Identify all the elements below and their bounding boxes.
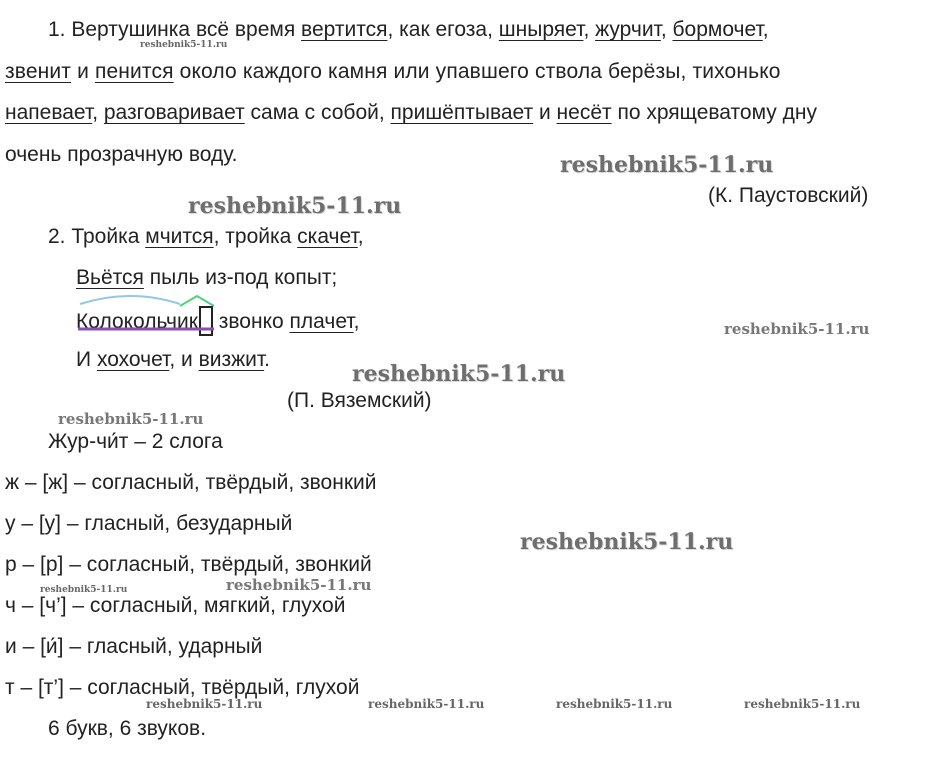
predicate-word: разговаривает <box>103 101 245 124</box>
predicate-word: журчит <box>595 18 661 41</box>
analysis-row: т – [т’] – согласный, твёрдый, глухой <box>5 676 360 699</box>
analysis-row: ж – [ж] – согласный, твёрдый, звонкий <box>5 471 377 494</box>
predicate-word: пришёптывает <box>390 101 534 124</box>
predicate-word: напевает <box>5 101 93 124</box>
predicate-word: вертится <box>301 18 388 41</box>
text-fragment: пыль из-под копыт; <box>143 266 338 289</box>
text-fragment: и <box>71 60 95 83</box>
text1-line-4: очень прозрачную воду. <box>5 143 238 166</box>
text2-author: (П. Вяземский) <box>287 389 432 412</box>
predicate-word: скачет <box>297 225 358 248</box>
text2-line-3 <box>76 306 359 336</box>
text-fragment: , <box>660 18 673 41</box>
text-fragment: , <box>353 310 360 333</box>
predicate-word: хохочет <box>96 348 170 371</box>
text-fragment: , тройка <box>213 225 298 248</box>
predicate-word: звенит <box>5 60 72 83</box>
analysis-row: ч – [ч’] – согласный, мягкий, глухой <box>5 594 346 617</box>
watermark: reshebnik5-11.ru <box>560 152 774 178</box>
analysis-row: и – [и́] – гласный, ударный <box>5 635 263 658</box>
predicate-word: пенится <box>94 60 174 83</box>
text2-line-1 <box>48 224 364 250</box>
watermark: reshebnik5-11.ru <box>352 361 566 387</box>
text1-line-3 <box>5 100 817 126</box>
text2-line-4 <box>76 347 270 373</box>
watermark: reshebnik5-11.ru <box>556 697 673 711</box>
text2-number: 2. Тройка <box>48 225 146 248</box>
text1-line-2 <box>5 59 781 85</box>
watermark: reshebnik5-11.ru <box>724 320 870 338</box>
text-fragment: и <box>533 101 557 124</box>
watermark: reshebnik5-11.ru <box>226 576 372 594</box>
suffix-mark <box>180 296 214 306</box>
analysis-heading: Жур-чи́т – 2 слога <box>48 430 223 453</box>
text-fragment: около каждого камня или упавшего ствола берёзы, тихонько <box>173 60 781 83</box>
text-fragment: , и <box>169 348 199 371</box>
predicate-word: мчится <box>145 225 214 248</box>
watermark: reshebnik5-11.ru <box>368 697 485 711</box>
watermark: reshebnik5-11.ru <box>146 697 263 711</box>
text2-line-2 <box>76 265 337 291</box>
text-fragment: , <box>357 225 364 248</box>
predicate-word: Вьётся <box>76 266 144 289</box>
predicate-word: плачет <box>289 310 354 333</box>
text-fragment: . <box>264 348 271 371</box>
watermark: reshebnik5-11.ru <box>188 193 402 219</box>
analysis-row: у – [у] – гласный, безударный <box>5 512 293 535</box>
text-fragment: звонко <box>212 310 290 333</box>
text-fragment: сама с собой, <box>244 101 391 124</box>
root-arc <box>80 296 180 304</box>
text-fragment: , <box>762 18 769 41</box>
predicate-word: визжит <box>198 348 265 371</box>
predicate-word: несёт <box>556 101 612 124</box>
watermark: reshebnik5-11.ru <box>140 40 228 50</box>
text1-number: 1. Вертушинка всё время <box>48 18 302 41</box>
text1-author: (К. Паустовский) <box>708 184 869 207</box>
predicate-word: бормочет <box>672 18 763 41</box>
analysis-row: р – [р] – согласный, твёрдый, звонкий <box>5 553 372 576</box>
morpheme-marks <box>76 294 306 344</box>
watermark: reshebnik5-11.ru <box>744 697 861 711</box>
analysis-summary: 6 букв, 6 звуков. <box>48 717 207 740</box>
watermark: reshebnik5-11.ru <box>58 410 204 428</box>
text-fragment: по хрящеватому дну <box>611 101 817 124</box>
watermark: reshebnik5-11.ru <box>40 585 128 595</box>
watermark: reshebnik5-11.ru <box>520 529 734 555</box>
subject-word: Колокольчик <box>76 310 198 333</box>
predicate-word: шныряет <box>498 18 584 41</box>
text-fragment: , <box>583 18 596 41</box>
text-fragment: , <box>92 101 104 124</box>
morphemic-word <box>76 306 213 336</box>
text-fragment: , как егоза, <box>387 18 499 41</box>
text-fragment: И <box>76 348 97 371</box>
